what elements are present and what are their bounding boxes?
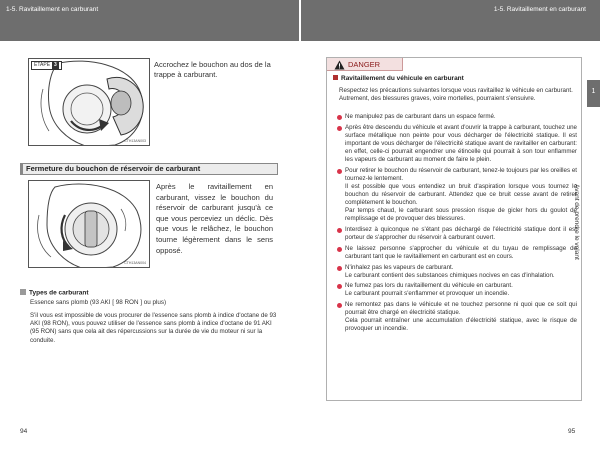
page-number-left: 94: [20, 428, 28, 435]
header-left-title: 1-5. Ravitaillement en carburant: [6, 6, 99, 13]
danger-bullet-item: [337, 124, 577, 164]
danger-intro-line: Respectez les précautions suivantes lorsque vous ravitaillez le véhicule en carburant.: [339, 87, 573, 94]
danger-intro: [339, 87, 577, 103]
chapter-number: 1: [591, 88, 596, 95]
danger-bullet-line: Ne remontez pas dans le véhicule et ne touchez personne ni quoi que ce soit qui pourrait être chargé en électricité statique.: [345, 301, 577, 317]
figure-code: CTH13AN003: [124, 139, 146, 143]
header-right-title: 1-5. Ravitaillement en carburant: [493, 6, 586, 13]
step-number: 3: [54, 62, 57, 68]
danger-bullet-line: Ne laissez personne s'approcher du véhicule et du tuyau de remplissage de carburant tant que le ravitaillement en carburant est en cours.: [345, 244, 577, 260]
fuel-type-paragraph: S'il vous est impossible de vous procurer de l'essence sans plomb à indice d'octane de 93 AKI (98 RON), vous pouvez utiliser de l'essence sans plomb à indice d'octane de 91 AKI (95 RON) sans que cela ait des répercussions sur la durée de vie du moteur ni sur la conduite.: [30, 312, 277, 344]
square-bullet-icon: [333, 75, 338, 80]
danger-bullet-line: Après être descendu du véhicule et avant d'ouvrir la trappe à carburant, touchez une surface métallique non peinte pour vous décharger de l'électricité statique. Il est important de vous décharger de l'électricité statique avant de ravitailler en carburant: en effet, celle-ci pourrait engendrer une étincelle qui pourrait à son tour enflammer les vapeurs de carburant au moment de faire le plein.: [345, 123, 577, 164]
danger-bullet-item: [337, 282, 577, 298]
danger-bullet-item: [337, 301, 577, 333]
chapter-side-title: Avant de prendre le volant: [573, 184, 580, 260]
step-caption: Accrochez le bouchon au dos de la trappe à carburant.: [154, 60, 271, 79]
chapter-tab: [587, 80, 600, 107]
fuel-types-title-text: Types de carburant: [29, 289, 89, 297]
danger-label: [327, 58, 403, 71]
page-number-right: 95: [568, 428, 576, 435]
header-spine-divider: [299, 0, 301, 41]
danger-bullet-line: Le carburant contient des substances chimiques nocives en cas d'inhalation.: [345, 271, 555, 279]
danger-title-text: Ravitaillement du véhicule en carburant: [341, 75, 464, 82]
square-bullet-icon: [20, 289, 26, 295]
danger-bullet-line: Interdisez à quiconque ne s'étant pas déchargé de l'électricité statique dont il est porteur de s'approcher du réservoir à carburant ouvert.: [345, 226, 577, 242]
step-label: ÉTAPE: [34, 62, 51, 68]
danger-bullet-line: N'inhalez pas les vapeurs de carburant.: [345, 263, 454, 271]
warning-triangle-icon: [334, 60, 345, 70]
danger-box: [326, 57, 582, 401]
danger-bullet-list: [337, 113, 577, 336]
danger-bullet-item: [337, 167, 577, 224]
danger-bullet-line: Pour retirer le bouchon du réservoir de carburant, tenez-le toujours par les oreilles et tournez-le lentement.: [345, 166, 577, 182]
danger-intro-line: Autrement, des blessures graves, voire mortelles, pourraient s'ensuivre.: [339, 95, 536, 102]
danger-bullet-item: [337, 264, 577, 280]
danger-bullet-line: Ne manipulez pas de carburant dans un espace fermé.: [345, 113, 496, 120]
page-header: [0, 0, 600, 41]
section-heading: Fermeture du bouchon de réservoir de carburant: [20, 163, 278, 175]
danger-bullet-item: [337, 113, 577, 121]
fuel-type-line: Essence sans plomb (93 AKI [ 98 RON ] ou plus): [30, 299, 167, 306]
fuel-door-drawing-1: [29, 59, 150, 146]
danger-bullet-line: Il est possible que vous entendiez un bruit d'aspiration lorsque vous tournez le bouchon du réservoir de carburant. Attendez que ce bruit cesse avant de retirer complètement le bouchon.: [345, 182, 577, 207]
danger-bullet-line: Le carburant pourrait s'enflammer et provoquer un incendie.: [345, 290, 510, 298]
fuel-cap-hook-illustration: [28, 58, 150, 146]
danger-bullet-line: Par temps chaud, le carburant sous pression risque de gicler hors du goulot de remplissage et de provoquer des blessures.: [345, 207, 577, 223]
danger-bullet-item: [337, 245, 577, 261]
close-caption: Après le ravitaillement en carburant, vissez le bouchon du réservoir de carburant jusqu'à ce que vous perceviez un déclic. Dès que vous le relâchez, le bouchon tourne légèrement dans le sens opposé.: [156, 182, 273, 255]
fuel-cap-close-illustration: [28, 180, 150, 268]
danger-title: [333, 75, 464, 82]
step-badge: [31, 61, 62, 70]
danger-label-text: DANGER: [348, 60, 381, 69]
danger-bullet-item: [337, 226, 577, 242]
danger-bullet-line: Ne fumez pas lors du ravitaillement du véhicule en carburant.: [345, 282, 513, 290]
figure-code: CTH13AN004: [124, 261, 146, 265]
fuel-types-title: [20, 289, 88, 297]
danger-bullet-line: Cela pourrait entraîner une accumulation d'électricité statique, avec le risque de provoquer un incendie.: [345, 317, 577, 333]
fuel-door-drawing-2: [29, 181, 150, 268]
